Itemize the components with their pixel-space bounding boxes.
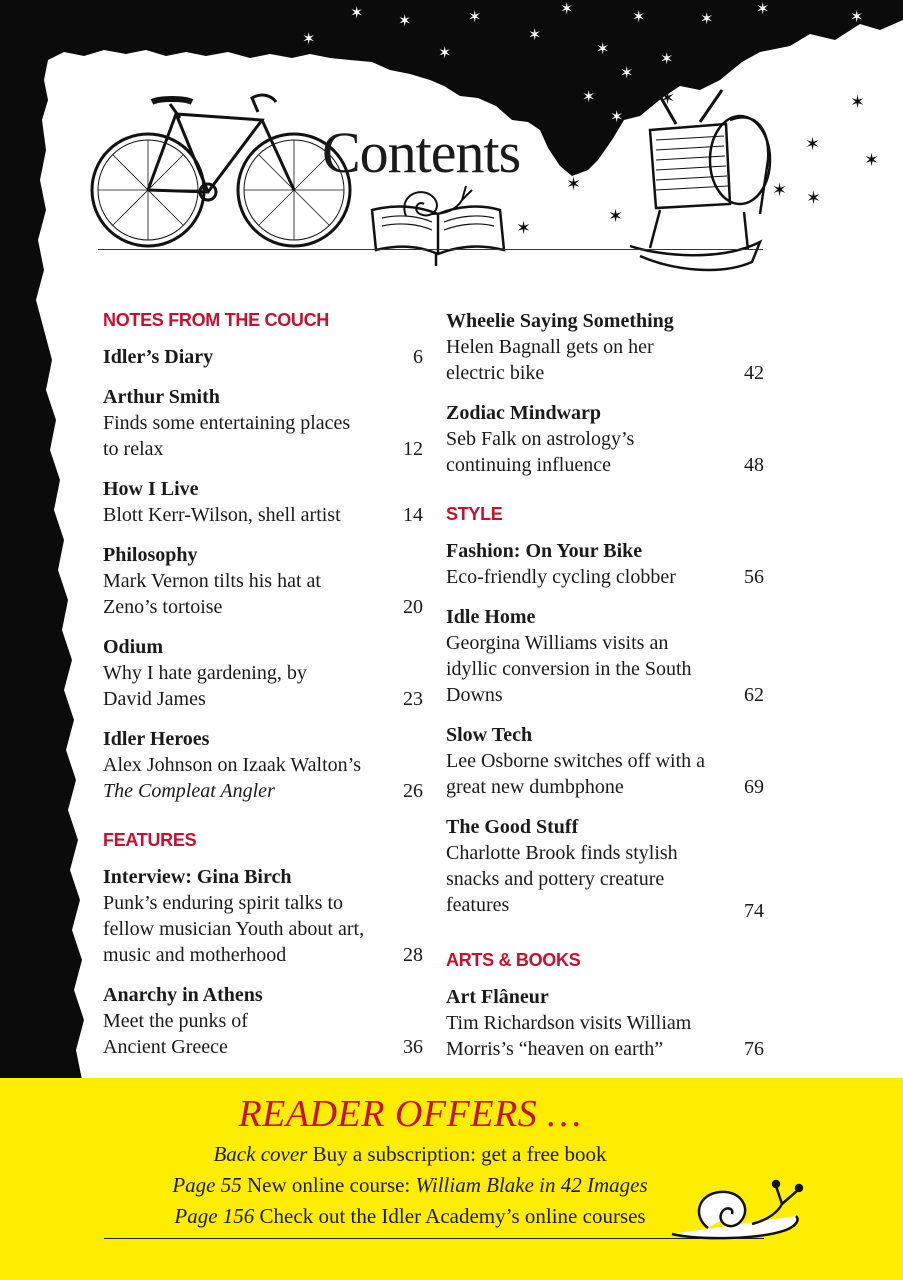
toc-entry-idle-home[interactable] (446, 604, 764, 708)
entry-page-number: 56 (744, 566, 764, 588)
section-heading-features: FEATURES (103, 830, 197, 850)
svg-text:✶: ✶ (596, 39, 610, 58)
entry-page-number: 48 (744, 454, 764, 476)
page-title: Contents (322, 120, 521, 185)
toc-entry-idler-heroes[interactable] (103, 726, 423, 804)
entry-title: Wheelie Saying Something (446, 310, 674, 332)
svg-text:✶: ✶ (632, 7, 646, 26)
entry-title: Art Flâneur (446, 986, 549, 1008)
open-book-snail-icon (372, 186, 504, 266)
entry-title: Interview: Gina Birch (103, 866, 292, 888)
svg-text:✶: ✶ (302, 29, 316, 48)
toc-entry-philosophy[interactable] (103, 542, 423, 620)
svg-text:✶: ✶ (660, 88, 676, 109)
entry-title: Arthur Smith (103, 386, 220, 408)
svg-text:✶: ✶ (610, 107, 624, 126)
entry-page-number: 69 (744, 776, 764, 798)
entry-description: Finds some entertaining places to relax (103, 412, 351, 460)
entry-page-number: 76 (744, 1038, 764, 1060)
left-column (103, 308, 423, 1074)
entry-page-number: 23 (403, 688, 423, 710)
toc-entry-slow-tech[interactable] (446, 722, 764, 800)
svg-text:✶: ✶ (806, 188, 822, 209)
entry-description: Mark Vernon tilts his hat at Zeno’s tortoise (103, 570, 321, 618)
entry-title: Philosophy (103, 544, 198, 566)
offer-back-cover[interactable] (0, 1140, 820, 1168)
entry-page-number: 20 (403, 596, 423, 618)
offer-text: Buy a subscription: get a free book (307, 1142, 607, 1166)
entry-description: Why I hate gardening, by David James (103, 662, 307, 710)
entry-description: Blott Kerr-Wilson, shell artist (103, 504, 341, 526)
entry-description: Seb Falk on astrology’s continuing influence (446, 428, 635, 476)
entry-description: Meet the punks of Ancient Greece (103, 1010, 248, 1058)
rocking-chair-tv-icon (630, 90, 770, 270)
entry-title: Idle Home (446, 606, 536, 628)
offer-text: Check out the Idler Academy’s online courses (254, 1204, 646, 1228)
svg-text:✶: ✶ (468, 7, 482, 26)
svg-text:✶: ✶ (620, 63, 634, 82)
toc-entry-idlers-diary[interactable] (103, 344, 423, 370)
section-heading-arts-books: ARTS & BOOKS (446, 950, 581, 970)
toc-entry-arthur-smith[interactable] (103, 384, 423, 462)
offer-text: New online course: (241, 1173, 416, 1197)
entry-page-number: 42 (744, 362, 764, 384)
entry-title: Slow Tech (446, 724, 533, 746)
entry-title: Anarchy in Athens (103, 984, 263, 1006)
toc-entry-wheelie-saying-something[interactable] (446, 308, 764, 386)
entry-description: Tim Richardson visits William Morris’s “heaven on earth” (446, 1012, 692, 1060)
entry-page-number: 36 (403, 1036, 423, 1058)
svg-text:✶: ✶ (850, 7, 864, 26)
entry-page-number: 26 (403, 780, 423, 802)
entry-title: How I Live (103, 478, 199, 500)
offers-divider (104, 1238, 764, 1239)
entry-page-number: 28 (403, 944, 423, 966)
svg-text:✶: ✶ (700, 9, 714, 28)
snail-icon (668, 1176, 818, 1246)
entry-page-number: 74 (744, 900, 764, 922)
entry-title: The Good Stuff (446, 816, 579, 838)
offer-ref: Back cover (213, 1142, 308, 1166)
entry-description: Eco-friendly cycling clobber (446, 566, 676, 588)
entry-title: Idler’s Diary (103, 346, 214, 368)
svg-text:✶: ✶ (528, 25, 542, 44)
entry-description: Charlotte Brook finds stylish snacks and pottery creature features (446, 842, 678, 916)
entry-title: Fashion: On Your Bike (446, 540, 643, 562)
svg-text:✶: ✶ (582, 87, 596, 106)
toc-entry-anarchy-in-athens[interactable] (103, 982, 423, 1060)
toc-entry-how-i-live[interactable] (103, 476, 423, 528)
toc-entry-the-good-stuff[interactable] (446, 814, 764, 924)
svg-text:✶: ✶ (850, 92, 866, 113)
svg-text:✶: ✶ (608, 206, 624, 227)
entry-title: Idler Heroes (103, 728, 210, 750)
entry-title: Odium (103, 636, 164, 658)
header-divider (98, 249, 763, 250)
svg-text:✶: ✶ (566, 174, 582, 195)
section-heading-notes-from-the-couch: NOTES FROM THE COUCH (103, 310, 329, 330)
entry-description: Punk’s enduring spirit talks to fellow musician Youth about art, music and motherhood (103, 892, 365, 966)
entry-description: Georgina Williams visits an idyllic conversion in the South Downs (446, 632, 692, 706)
svg-text:✶: ✶ (350, 3, 364, 22)
entry-description: Lee Osborne switches off with a great new dumbphone (446, 750, 706, 798)
svg-text:✶: ✶ (772, 180, 788, 201)
bicycle-icon (92, 95, 350, 246)
offer-italic-title: William Blake in 42 Images (415, 1173, 648, 1197)
toc-entry-interview-gina-birch[interactable] (103, 864, 423, 968)
svg-text:✶: ✶ (398, 11, 412, 30)
toc-entry-art-flaneur[interactable] (446, 984, 764, 1062)
svg-text:✶: ✶ (756, 0, 770, 18)
svg-text:✶: ✶ (560, 0, 574, 18)
entry-page-number: 6 (413, 346, 423, 368)
svg-text:✶: ✶ (864, 150, 880, 171)
entry-description: Helen Bagnall gets on her electric bike (446, 336, 654, 384)
entry-title: Zodiac Mindwarp (446, 402, 602, 424)
entry-page-number: 62 (744, 684, 764, 706)
toc-entry-fashion-on-your-bike[interactable] (446, 538, 764, 590)
toc-entry-odium[interactable] (103, 634, 423, 712)
section-heading-style: STYLE (446, 504, 503, 524)
toc-entry-zodiac-mindwarp[interactable] (446, 400, 764, 478)
entry-description (103, 752, 423, 804)
offer-ref: Page 55 (172, 1173, 242, 1197)
svg-text:✶: ✶ (660, 49, 674, 68)
reader-offers-title: READER OFFERS … (238, 1093, 582, 1135)
offer-ref: Page 156 (174, 1204, 255, 1228)
entry-page-number: 14 (403, 504, 423, 526)
reader-offers-panel (0, 1078, 903, 1280)
entry-page-number: 12 (403, 438, 423, 460)
entry-description-italic: The Compleat Angler (103, 780, 275, 802)
svg-text:✶: ✶ (805, 134, 821, 155)
entry-description-text: Alex Johnson on Izaak Walton’s (103, 754, 361, 776)
right-column (446, 308, 764, 1076)
svg-text:✶: ✶ (516, 218, 532, 239)
svg-text:✶: ✶ (438, 43, 452, 62)
